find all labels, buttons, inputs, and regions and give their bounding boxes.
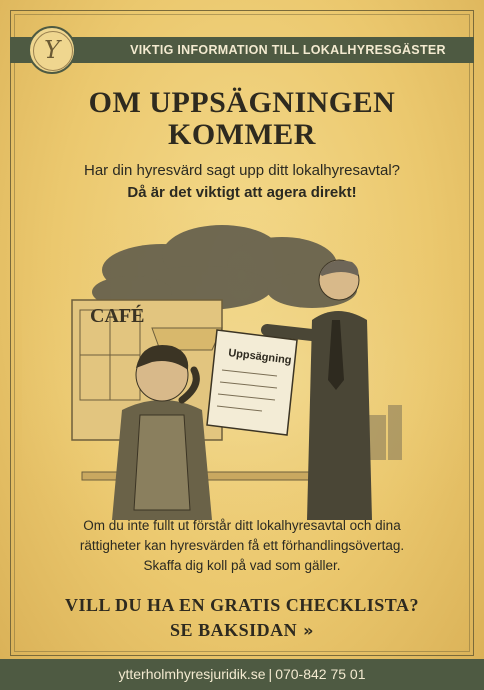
cta-question: VILL DU HA EN GRATIS CHECKLISTA? [65, 595, 419, 615]
footer [0, 659, 484, 690]
subheadline-urgent: Då är det viktigt att agera direkt! [127, 184, 357, 201]
body-text [30, 516, 454, 576]
cta-see-back-label: SE BAKSIDAN [170, 620, 298, 640]
footer-phone[interactable]: 070-842 75 01 [275, 666, 366, 682]
cta-see-back [20, 620, 464, 641]
footer-website[interactable]: ytterholmhyresjuridik.se [118, 666, 266, 682]
cafe-sign: CAFÉ [90, 305, 145, 327]
body-line-1: Om du inte fullt ut förstår ditt lokalhyresavtal och dina [83, 518, 401, 533]
top-banner [10, 37, 474, 63]
footer-contact [0, 659, 484, 690]
banner-text: VIKTIG INFORMATION TILL LOKALHYRESGÄSTER [130, 43, 446, 57]
headline-line-2: KOMMER [168, 118, 316, 151]
body-line-3: Skaffa dig koll på vad som gäller. [143, 558, 341, 573]
document-title: Uppsägning [227, 347, 293, 367]
subheadline-question: Har din hyresvärd sagt upp ditt lokalhyresavtal? [84, 162, 400, 179]
double-chevron-right-icon: » [303, 621, 314, 640]
illustration [22, 210, 462, 520]
body-line-2: rättigheter kan hyresvärden få ett förhandlingsövertag. [79, 538, 405, 553]
logo-letter: Y [44, 36, 60, 64]
logo [28, 26, 76, 74]
footer-separator: | [268, 666, 273, 682]
headline-line-1: OM UPPSÄGNINGEN [88, 86, 396, 119]
termination-document [207, 330, 297, 435]
